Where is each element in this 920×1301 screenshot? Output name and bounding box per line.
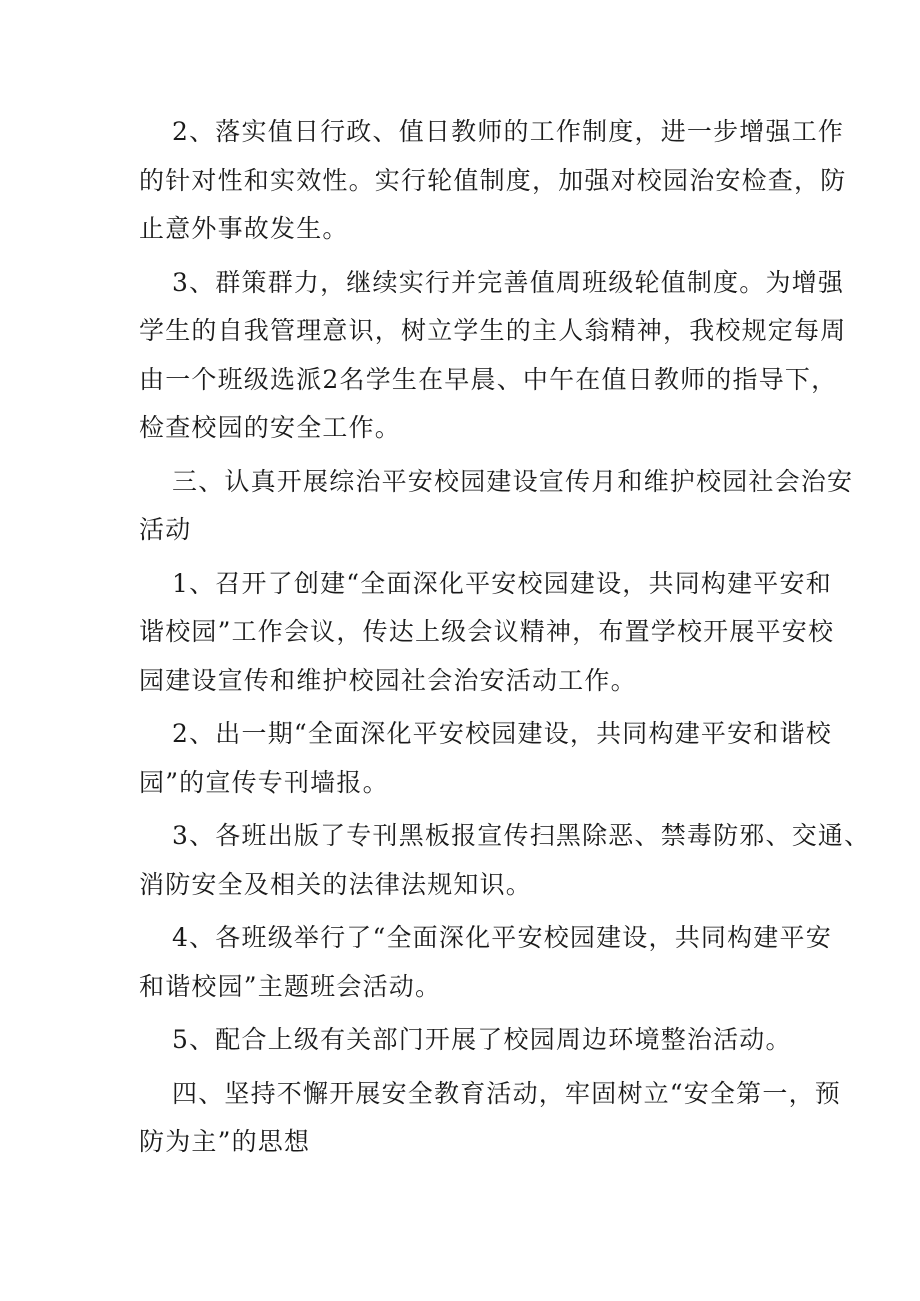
paragraph-line: 3、群策群力，继续实行并完善值周班级轮值制度。为增强 [172,267,845,297]
paragraph-line: 谐校园”工作会议，传达上级会议精神，布置学校开展平安校 [139,617,835,646]
paragraph-line: 检查校园的安全工作。 [139,413,402,442]
paragraph-meeting [139,560,835,706]
document-body [139,108,871,1172]
paragraph-line: 2、出一期“全面深化平安校园建设，共同构建平安和谐校 [172,719,832,748]
section-heading-four [139,1070,841,1167]
paragraph-wall-newspaper [139,710,832,807]
paragraph-environment [139,1016,792,1065]
paragraph-line: 消防安全及相关的法律法规知识。 [139,869,533,899]
paragraph-line: 由一个班级选派2名学生在早晨、中午在值日教师的指导下， [139,364,838,394]
paragraph-line: 5、配合上级有关部门开展了校园周边环境整治活动。 [172,1025,792,1054]
paragraph-line: 3、各班出版了专刊黑板报宣传扫黑除恶、禁毒防邪、交通、 [172,821,871,850]
paragraph-line: 的针对性和实效性。实行轮值制度，加强对校园治安检查，防 [139,165,847,195]
paragraph-class-meeting [139,914,832,1011]
paragraph-blackboard [139,812,871,909]
paragraph-duty-system [139,108,847,254]
heading-line: 三、认真开展综治平安校园建设宣传月和维护校园社会治安 [172,466,854,496]
paragraph-line: 园建设宣传和维护校园社会治安活动工作。 [139,665,637,695]
paragraph-line: 和谐校园”主题班会活动。 [139,971,442,1001]
heading-line: 四、坚持不懈开展安全教育活动，牢固树立“安全第一，预 [172,1078,841,1108]
heading-line: 防为主”的思想 [139,1127,311,1156]
paragraph-line: 学生的自我管理意识，树立学生的主人翁精神，我校规定每周 [139,316,847,345]
paragraph-line: 止意外事故发生。 [139,214,349,243]
paragraph-line: 1、召开了创建“全面深化平安校园建设，共同构建平安和 [172,568,832,598]
paragraph-line: 园”的宣传专刊墙报。 [139,767,389,797]
paragraph-line: 4、各班级举行了“全面深化平安校园建设，共同构建平安 [172,923,832,952]
heading-line: 活动 [139,515,192,544]
paragraph-class-rotation [139,259,847,453]
paragraph-line: 2、落实值日行政、值日教师的工作制度，进一步增强工作 [172,117,845,146]
section-heading-three [139,458,854,555]
